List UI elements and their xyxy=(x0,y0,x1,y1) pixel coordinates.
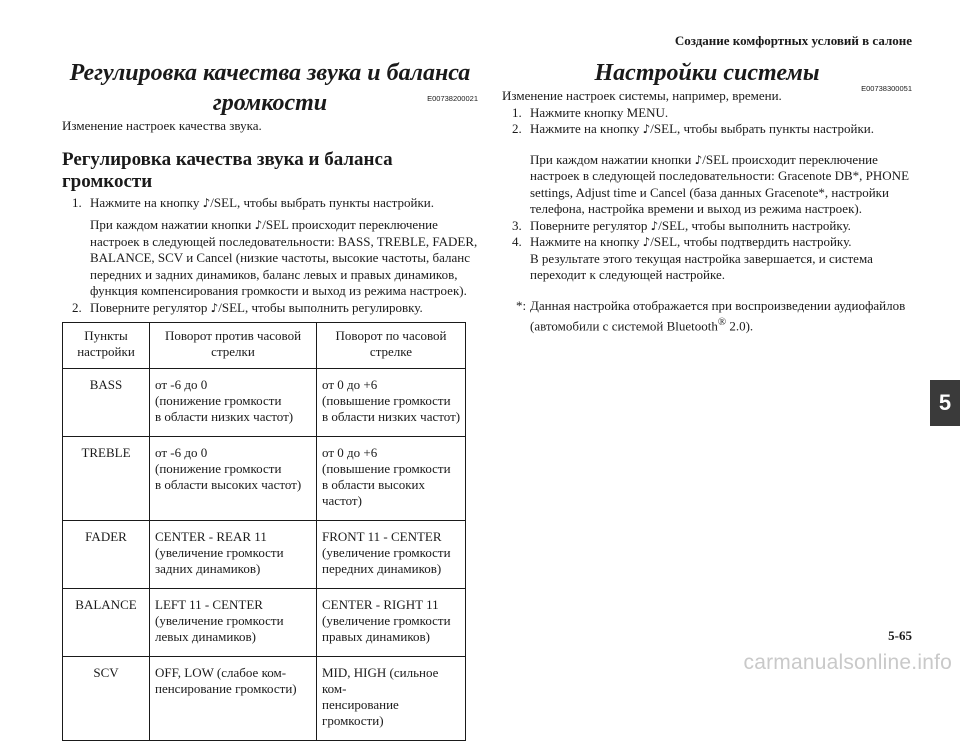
footnote-mark: *: xyxy=(516,297,527,313)
step-text-tail: /SEL, чтобы выполнить регулировку. xyxy=(218,299,423,315)
detail-text-tail: /SEL происходит переключение настроек в следующей последовательности: Gracenote DB*, PHONE settings, Adjust time и Cancel (база данных Gracenote*, настройки телефона, настройка времени и выход из режима настроек). xyxy=(530,151,910,216)
table-row xyxy=(63,369,466,437)
subheading: Регулировка качества звука и баланса громкости xyxy=(62,148,393,192)
step-detail xyxy=(90,217,478,300)
ccw-cell: LEFT 11 - CENTER (увеличение громкости левых динамиков) xyxy=(150,589,317,657)
section-title-system xyxy=(502,58,912,93)
table-row xyxy=(63,521,466,589)
step-number: 1. xyxy=(512,104,522,120)
step-text-tail: /SEL, чтобы выбрать пункты настройки. xyxy=(650,121,874,136)
title-line-2-wrap xyxy=(62,88,478,118)
step-text-tail: /SEL, чтобы подтвердить настройку. xyxy=(650,234,852,249)
step-item xyxy=(502,121,912,218)
step-text: Поверните регулятор xyxy=(530,217,651,233)
step-number: 2. xyxy=(512,121,522,136)
section-intro: Изменение настроек системы, например, времени. xyxy=(502,88,782,103)
cw-cell: CENTER - RIGHT 11 (увеличение громкости правых динамиков) xyxy=(317,589,466,657)
table-row xyxy=(63,437,466,521)
section-code: E00738300051 xyxy=(861,84,912,93)
title-line-2: громкости xyxy=(212,90,328,116)
ccw-cell: CENTER - REAR 11 (увеличение громкости задних динамиков) xyxy=(150,521,317,589)
param-cell: TREBLE xyxy=(63,437,150,521)
section-intro: Изменение настроек качества звука. xyxy=(62,118,262,133)
table-row xyxy=(63,589,466,657)
cw-cell: FRONT 11 - CENTER (увеличение громкости передних динамиков) xyxy=(317,521,466,589)
right-column xyxy=(502,58,912,335)
footnote-tail: 2.0). xyxy=(726,318,754,334)
step-text: Поверните регулятор xyxy=(90,299,211,315)
step-number: 1. xyxy=(72,194,82,210)
step-text-tail: /SEL, чтобы выполнить настройку. xyxy=(658,217,851,233)
table-body xyxy=(63,369,466,741)
steps-list xyxy=(62,195,478,317)
page-number: 5-65 xyxy=(888,628,912,643)
step-item xyxy=(502,105,912,122)
step-text-tail: /SEL, чтобы выбрать пункты настройки. xyxy=(210,194,434,210)
step-detail: В результате этого текущая настройка завершается, и система переходит к следующей настройке. xyxy=(530,250,873,282)
param-cell: BASS xyxy=(63,369,150,437)
col-header-ccw: Поворот против часовой стрелки xyxy=(150,323,317,369)
ccw-cell: OFF, LOW (слабое ком- пенсирование громкости) xyxy=(150,657,317,741)
settings-table xyxy=(62,322,466,741)
step-number: 4. xyxy=(512,234,522,249)
step-number: 3. xyxy=(512,217,522,233)
music-note-icon: ♪ xyxy=(202,195,211,210)
col-header-cw: Поворот по часовой стрелке xyxy=(317,323,466,369)
music-note-icon: ♪ xyxy=(210,300,219,315)
watermark: carmanualsonline.info xyxy=(743,651,952,674)
left-column xyxy=(62,58,478,316)
running-header: Создание комфортных условий в салоне xyxy=(674,33,912,48)
registered-mark: ® xyxy=(717,316,727,328)
table-row xyxy=(63,657,466,741)
param-cell: SCV xyxy=(63,657,150,741)
step-item xyxy=(502,234,912,284)
cw-cell: MID, HIGH (сильное ком- пенсирование громкости) xyxy=(317,657,466,741)
detail-text: При каждом нажатии кнопки xyxy=(530,151,695,167)
title-system: Настройки системы xyxy=(594,60,820,86)
table-header-row xyxy=(63,323,466,369)
detail-text-tail: /SEL происходит переключение настроек в следующей последовательности: BASS, TREBLE, FADER, BALANCE, SCV и Cancel (низкие частоты, высокие частоты, баланс передних и задних динамиков, баланс левых и правых динамиков, функция компенсирования громкости и выход из режима настроек). xyxy=(90,217,478,298)
cw-cell: от 0 до +6 (повышение громкости в области высоких частот) xyxy=(317,437,466,521)
music-note-icon: ♪ xyxy=(642,122,651,136)
step-detail xyxy=(530,152,912,218)
step-item xyxy=(62,300,478,317)
step-number: 2. xyxy=(72,299,82,315)
section-code: E00738200021 xyxy=(427,94,478,103)
title-line-1: Регулировка качества звука и баланса xyxy=(69,60,471,86)
step-item xyxy=(62,195,478,300)
footnote-text: Данная настройка отображается при воспроизведении аудиофайлов (автомобили с системой Bluetooth xyxy=(530,297,906,334)
step-text: Нажмите на кнопку xyxy=(530,234,643,249)
step-text: Нажмите на кнопку xyxy=(90,194,203,210)
section-title-sound xyxy=(62,58,478,118)
footnote xyxy=(502,298,912,335)
chapter-tab: 5 xyxy=(930,380,960,426)
col-header-param: Пункты настройки xyxy=(63,323,150,369)
music-note-icon: ♪ xyxy=(254,218,263,232)
step-item xyxy=(502,218,912,235)
ccw-cell: от -6 до 0 (понижение громкости в области низких частот) xyxy=(150,369,317,437)
music-note-icon: ♪ xyxy=(650,218,659,233)
steps-list xyxy=(502,105,912,284)
step-text: Нажмите кнопку MENU. xyxy=(530,104,669,120)
cw-cell: от 0 до +6 (повышение громкости в области низких частот) xyxy=(317,369,466,437)
detail-text: При каждом нажатии кнопки xyxy=(90,217,255,232)
step-text: Нажмите на кнопку xyxy=(530,121,643,136)
music-note-icon: ♪ xyxy=(694,152,703,167)
music-note-icon: ♪ xyxy=(642,235,651,249)
ccw-cell: от -6 до 0 (понижение громкости в области высоких частот) xyxy=(150,437,317,521)
param-cell: FADER xyxy=(63,521,150,589)
param-cell: BALANCE xyxy=(63,589,150,657)
